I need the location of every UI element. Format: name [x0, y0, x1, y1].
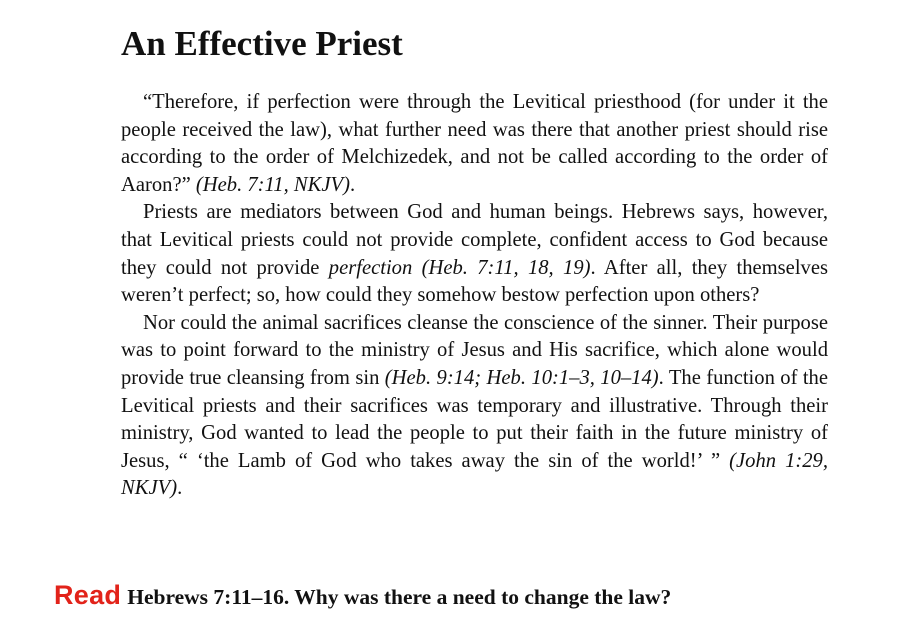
- paragraph-text: Nor could the animal sacrifices cleanse the conscience of the sinner. Their purpose was to point forward to the ministry of Jesus and His sacrifice, which alone would provide true cleansing from sin: [121, 311, 828, 389]
- scripture-quote-paragraph: [121, 89, 828, 199]
- scripture-quote-text: “Therefore, if perfection were through the Levitical priesthood (for under it the people received the law), what further need was there that another priest should rise according to the order of Melchizedek, and not be called according to the order of Aaron?”: [121, 91, 828, 196]
- paragraph-text: . The function of the Levitical priests and their sacrifices was temporary and illustrative. Through their ministry, God wanted to lead the people to put their faith in the future ministry of Jesus, “ ‘the Lamb of God who takes away the sin of the world!’ ”: [121, 366, 828, 472]
- read-prompt: [54, 578, 671, 617]
- scripture-reference: (Heb. 7:11, NKJV): [195, 173, 350, 196]
- scripture-reference: (John 1:29, NKJV): [121, 449, 828, 500]
- lesson-body: [121, 89, 828, 503]
- paragraph-tail: .: [349, 173, 356, 196]
- animal-sacrifices-paragraph: [121, 310, 828, 503]
- lesson-title: An Effective Priest: [121, 24, 403, 63]
- paragraph-tail: .: [177, 477, 183, 500]
- paragraph-text: Priests are mediators between God and human beings. Hebrews says, however, that Levitical priests could not provide complete, confident access to God because they could not provide: [121, 201, 828, 279]
- read-label: Read: [54, 580, 122, 610]
- read-question: Hebrews 7:11–16. Why was there a need to change the law?: [127, 585, 672, 609]
- priests-mediators-paragraph: [121, 199, 828, 309]
- emphasized-reference: perfection (Heb. 7:11, 18, 19): [328, 256, 591, 279]
- scripture-reference: (Heb. 9:14; Heb. 10:1–3, 10–14): [384, 366, 659, 389]
- paragraph-text: . After all, they themselves weren’t perfect; so, how could they somehow bestow perfection upon others?: [121, 256, 828, 307]
